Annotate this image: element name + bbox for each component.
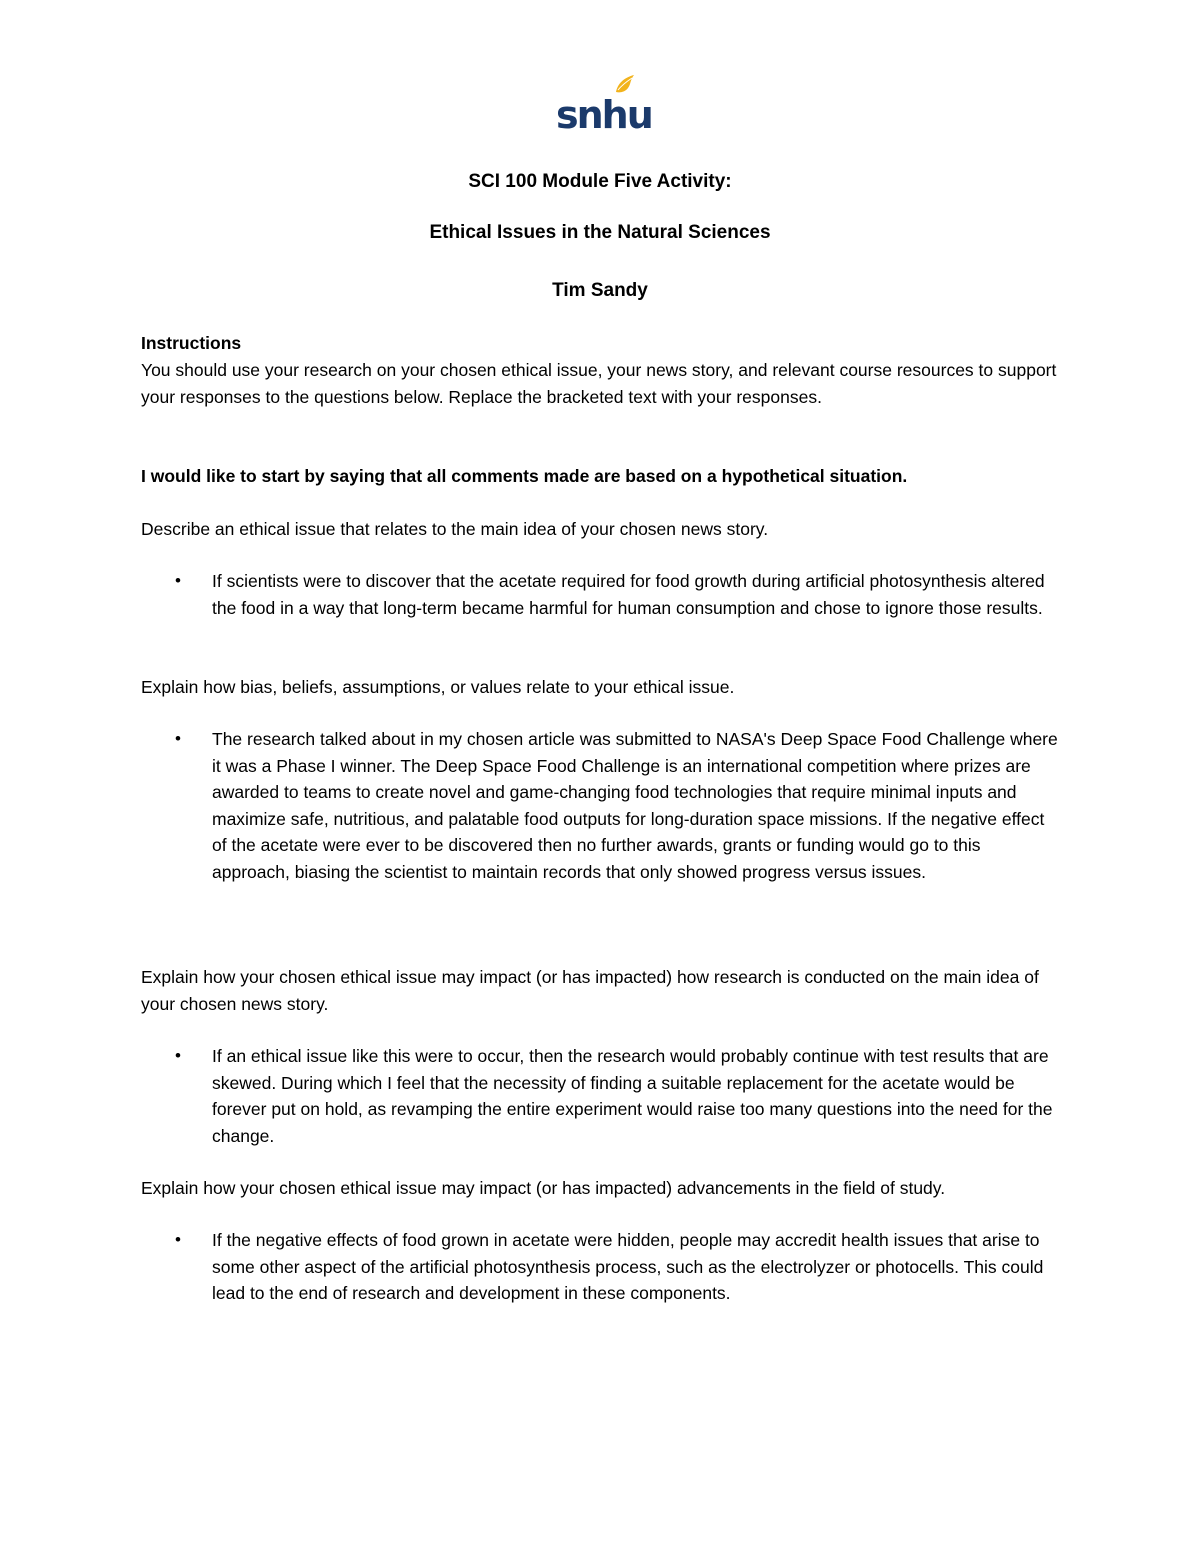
course-title: SCI 100 Module Five Activity: xyxy=(468,171,732,192)
disclaimer: I would like to start by saying that all comments made are based on a hypothetical situation. xyxy=(141,466,908,486)
answer-4-text: If the negative effects of food grown in acetate were hidden, people may accredit health issues that arise to some other aspect of the artificial photosynthesis process, such as the electrolyzer or photocells. This could lead to the end of research and development in these components. xyxy=(212,1230,1044,1304)
bullet-icon: • xyxy=(175,1230,181,1249)
instructions-heading: Instructions xyxy=(141,333,242,353)
instructions-body: You should use your research on your chosen ethical issue, your news story, and relevant course resources to support your responses to the questions below. Replace the bracketed text with your responses. xyxy=(141,360,1057,407)
question-2: Explain how bias, beliefs, assumptions, or values relate to your ethical issue. xyxy=(141,677,735,697)
answer-2-text: The research talked about in my chosen article was submitted to NASA's Deep Space Food Challenge where it was a Phase I winner. The Deep Space Food Challenge is an international competition where prizes are awarded to teams to create novel and game-changing food technologies that require minimal inputs and maximize safe, nutritious, and palatable food outputs for long-duration space missions. If the negative effect of the acetate were ever to be discovered then no further awards, grants or funding would go to this approach, biasing the scientist to maintain records that only showed progress versus issues. xyxy=(212,729,1058,882)
bullet-icon: • xyxy=(175,729,181,748)
bullet-icon: • xyxy=(175,1046,181,1065)
question-1: Describe an ethical issue that relates to the main idea of your chosen news story. xyxy=(141,519,769,539)
author-name: Tim Sandy xyxy=(552,280,648,301)
snhu-logo xyxy=(554,74,652,137)
activity-title: Ethical Issues in the Natural Sciences xyxy=(429,222,771,243)
bullet-icon: • xyxy=(175,571,181,590)
answer-1-text: If scientists were to discover that the acetate required for food growth during artificial photosynthesis altered the food in a way that long-term became harmful for human consumption and chose to ignore those results. xyxy=(212,571,1045,618)
question-4: Explain how your chosen ethical issue may impact (or has impacted) advancements in the field of study. xyxy=(141,1178,946,1198)
svg-text:snhu: snhu xyxy=(556,93,652,137)
question-3: Explain how your chosen ethical issue may impact (or has impacted) how research is conducted on the main idea of your chosen news story. xyxy=(141,967,1039,1014)
answer-3-text: If an ethical issue like this were to occur, then the research would probably continue with test results that are skewed. During which I feel that the necessity of finding a suitable replacement for the acetate would be forever put on hold, as revamping the entire experiment would raise too many questions into the need for the change. xyxy=(212,1046,1053,1146)
